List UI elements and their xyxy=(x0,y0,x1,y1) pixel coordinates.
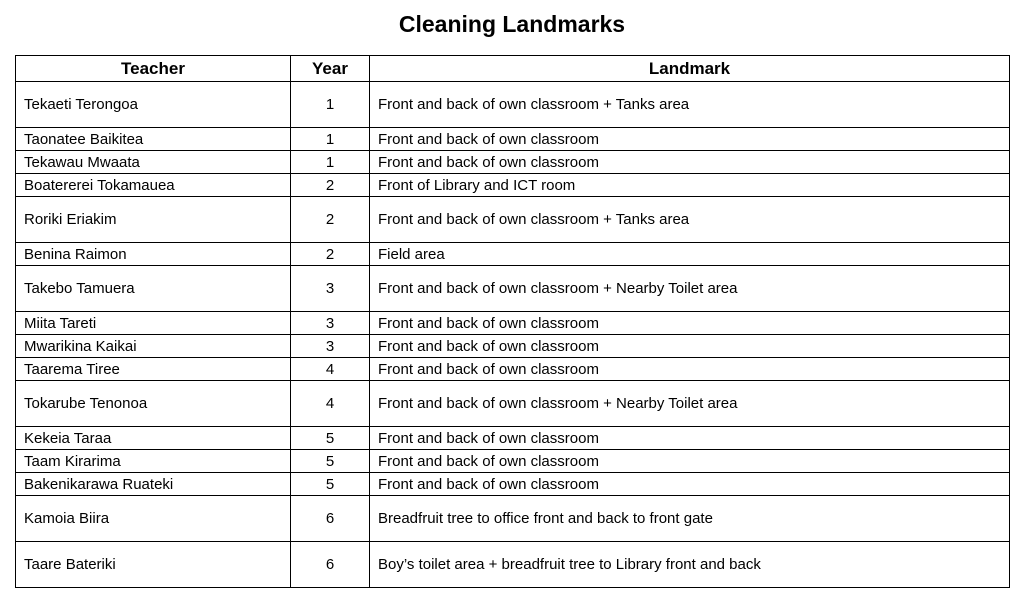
teacher-cell: Kekeia Taraa xyxy=(16,427,291,450)
landmark-cell: Front of Library and ICT room xyxy=(370,174,1010,197)
year-cell: 3 xyxy=(291,266,370,312)
table-row xyxy=(16,542,1010,588)
year-cell: 1 xyxy=(291,128,370,151)
table-row xyxy=(16,381,1010,427)
table-row xyxy=(16,243,1010,266)
teacher-cell: Bakenikarawa Ruateki xyxy=(16,473,291,496)
teacher-cell: Takebo Tamuera xyxy=(16,266,291,312)
landmark-cell: Front and back of own classroom xyxy=(370,128,1010,151)
year-cell: 2 xyxy=(291,243,370,266)
column-header-landmark: Landmark xyxy=(370,56,1010,82)
table-row xyxy=(16,427,1010,450)
year-cell: 2 xyxy=(291,197,370,243)
landmark-cell: Front and back of own classroom xyxy=(370,151,1010,174)
table-row xyxy=(16,82,1010,128)
table-row xyxy=(16,450,1010,473)
year-cell: 4 xyxy=(291,381,370,427)
teacher-cell: Taam Kirarima xyxy=(16,450,291,473)
teacher-cell: Kamoia Biira xyxy=(16,496,291,542)
teacher-cell: Mwarikina Kaikai xyxy=(16,335,291,358)
teacher-cell: Benina Raimon xyxy=(16,243,291,266)
year-cell: 5 xyxy=(291,450,370,473)
landmark-cell: Field area xyxy=(370,243,1010,266)
table-row xyxy=(16,335,1010,358)
teacher-cell: Taare Bateriki xyxy=(16,542,291,588)
year-cell: 6 xyxy=(291,542,370,588)
cleaning-landmarks-table xyxy=(15,55,1010,588)
table-row xyxy=(16,128,1010,151)
year-cell: 2 xyxy=(291,174,370,197)
table-row xyxy=(16,358,1010,381)
table-row xyxy=(16,473,1010,496)
table-row xyxy=(16,151,1010,174)
teacher-cell: Miita Tareti xyxy=(16,312,291,335)
table-row xyxy=(16,312,1010,335)
landmark-cell: Front and back of own classroom + Nearby Toilet area xyxy=(370,381,1010,427)
year-cell: 3 xyxy=(291,335,370,358)
landmark-cell: Front and back of own classroom xyxy=(370,335,1010,358)
column-header-teacher: Teacher xyxy=(16,56,291,82)
landmark-cell: Front and back of own classroom xyxy=(370,358,1010,381)
teacher-cell: Boatererei Tokamauea xyxy=(16,174,291,197)
teacher-cell: Taarema Tiree xyxy=(16,358,291,381)
year-cell: 5 xyxy=(291,427,370,450)
landmark-cell: Breadfruit tree to office front and back to front gate xyxy=(370,496,1010,542)
year-cell: 1 xyxy=(291,151,370,174)
table-row xyxy=(16,266,1010,312)
teacher-cell: Taonatee Baikitea xyxy=(16,128,291,151)
year-cell: 3 xyxy=(291,312,370,335)
landmark-cell: Front and back of own classroom + Nearby Toilet area xyxy=(370,266,1010,312)
page-title: Cleaning Landmarks xyxy=(398,11,626,37)
landmark-cell: Front and back of own classroom xyxy=(370,427,1010,450)
year-cell: 5 xyxy=(291,473,370,496)
year-cell: 6 xyxy=(291,496,370,542)
teacher-cell: Tekawau Mwaata xyxy=(16,151,291,174)
year-cell: 1 xyxy=(291,82,370,128)
teacher-cell: Roriki Eriakim xyxy=(16,197,291,243)
landmark-cell: Front and back of own classroom xyxy=(370,473,1010,496)
column-header-year: Year xyxy=(291,56,370,82)
table-row xyxy=(16,197,1010,243)
landmark-cell: Front and back of own classroom + Tanks area xyxy=(370,82,1010,128)
table-row xyxy=(16,496,1010,542)
landmark-cell: Boy’s toilet area + breadfruit tree to Library front and back xyxy=(370,542,1010,588)
teacher-cell: Tokarube Tenonoa xyxy=(16,381,291,427)
landmark-cell: Front and back of own classroom + Tanks area xyxy=(370,197,1010,243)
year-cell: 4 xyxy=(291,358,370,381)
landmark-cell: Front and back of own classroom xyxy=(370,450,1010,473)
table-row xyxy=(16,174,1010,197)
table-header-row xyxy=(16,56,1010,82)
teacher-cell: Tekaeti Terongoa xyxy=(16,82,291,128)
landmark-cell: Front and back of own classroom xyxy=(370,312,1010,335)
